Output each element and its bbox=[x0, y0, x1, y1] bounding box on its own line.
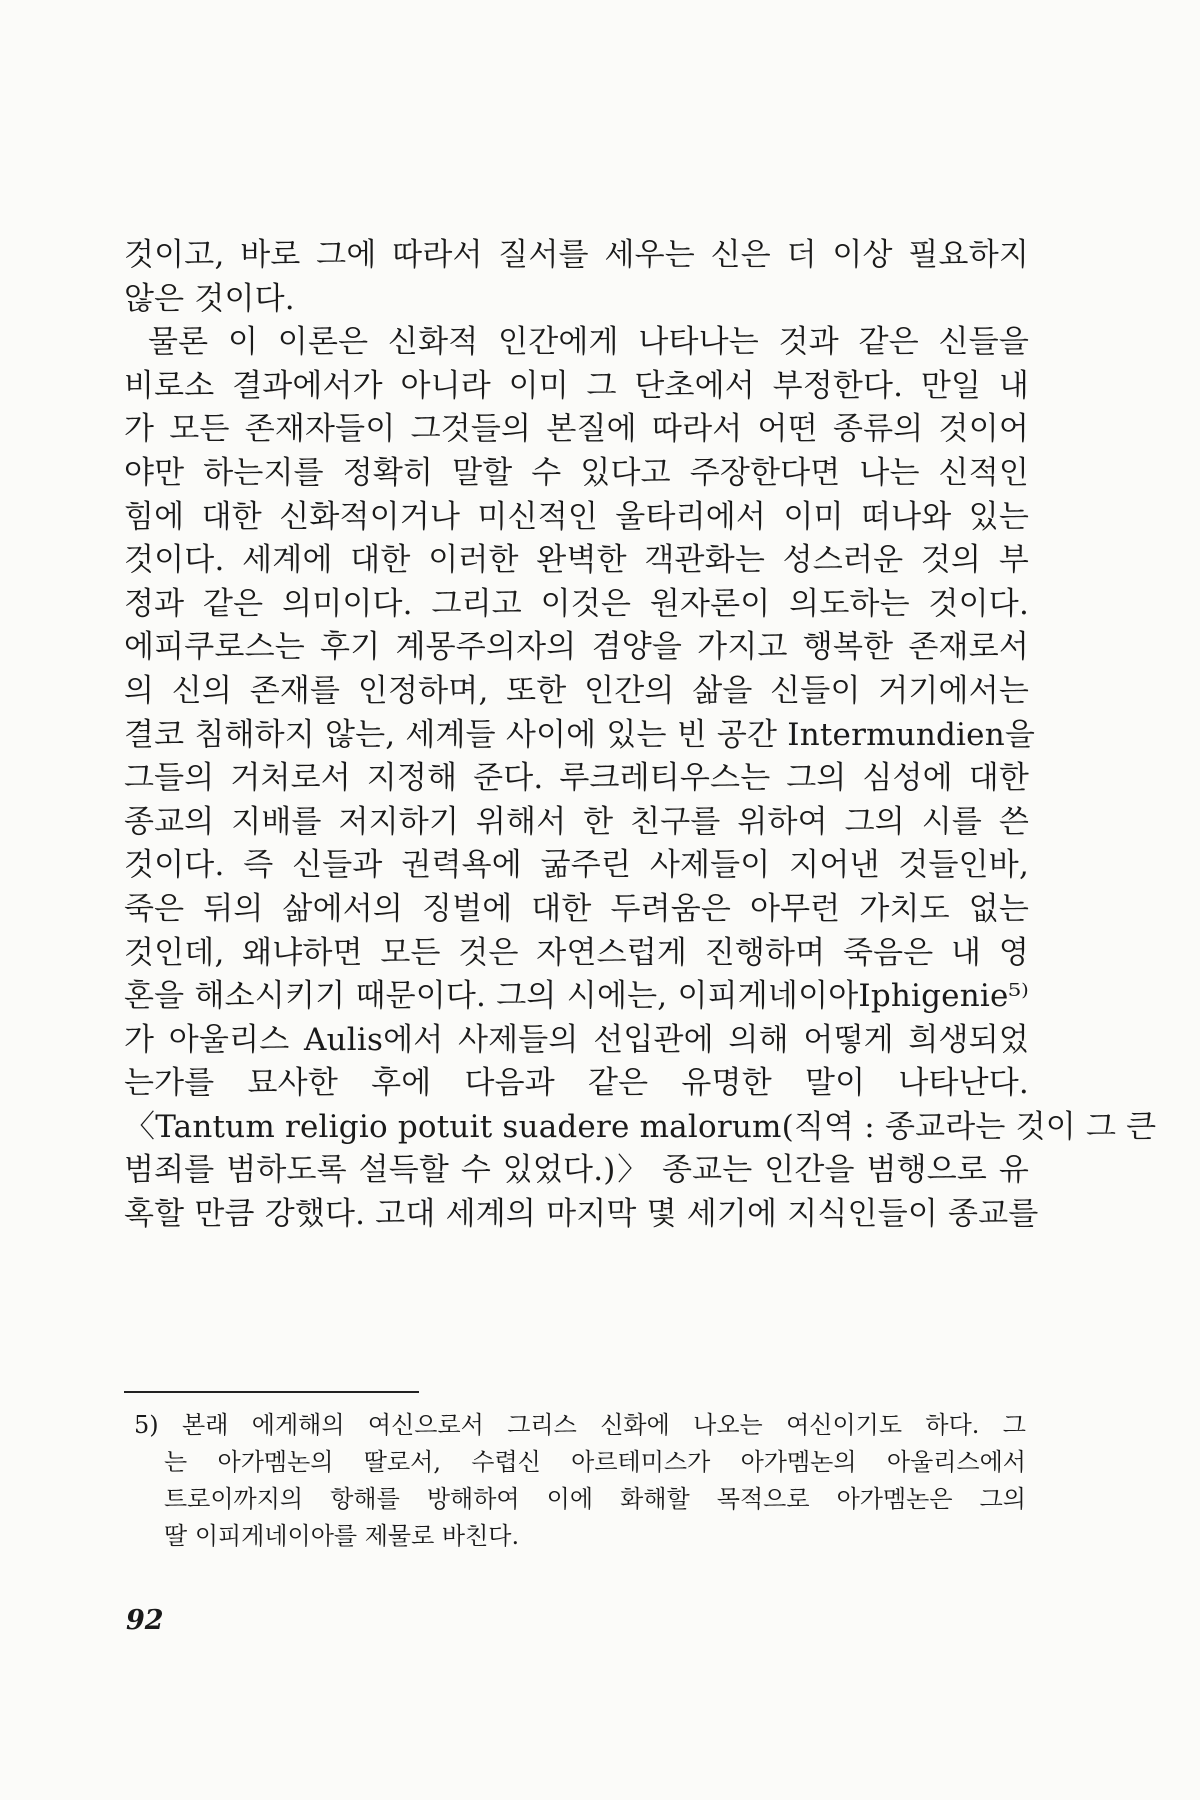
text-line: 혹할 만큼 강했다. 고대 세계의 마지막 몇 세기에 지식인들이 종교를 bbox=[124, 1196, 1039, 1233]
text-line: 비로소 결과에서가 아니라 이미 그 단초에서 부정한다. 만일 내 bbox=[124, 367, 1029, 404]
page-number: 92 bbox=[126, 1605, 164, 1636]
footnote-line: 는 아가멤논의 딸로서, 수렵신 아르테미스가 아가멤논의 아울리스에서 bbox=[164, 1448, 1026, 1476]
text-line: 정과 같은 의미이다. 그리고 이것은 원자론이 의도하는 것이다. bbox=[124, 585, 1029, 622]
text-line: 에피쿠로스는 후기 계몽주의자의 겸양을 가지고 행복한 존재로서 bbox=[124, 629, 1029, 666]
text-line: 그들의 거처로서 지정해 준다. 루크레티우스는 그의 심성에 대한 bbox=[124, 760, 1029, 797]
body-text bbox=[124, 234, 1157, 1237]
text-line: 것이다. 세계에 대한 이러한 완벽한 객관화는 성스러운 것의 부 bbox=[124, 542, 1029, 579]
text-line: 가 모든 존재자들이 그것들의 본질에 따라서 어떤 종류의 것이어 bbox=[124, 411, 1029, 448]
text-line: 것이고, 바로 그에 따라서 질서를 세우는 신은 더 이상 필요하지 bbox=[124, 237, 1029, 273]
text-line: 않은 것이다. bbox=[124, 280, 295, 317]
text-line: 혼을 해소시키기 때문이다. 그의 시에는, 이피게네이아Iphigenie⁵⁾ bbox=[124, 978, 1029, 1015]
footnote-line: 5) 본래 에게해의 여신으로서 그리스 신화에 나오는 여신이기도 하다. 그 bbox=[134, 1411, 1026, 1439]
text-line: 범죄를 범하도록 설득할 수 있었다.)〉 종교는 인간을 범행으로 유 bbox=[124, 1152, 1029, 1189]
text-line: 결코 침해하지 않는, 세계들 사이에 있는 빈 공간 Intermundien을 bbox=[124, 716, 1036, 753]
footnote-line: 트로이까지의 항해를 방해하여 이에 화해할 목적으로 아가멤논은 그의 bbox=[164, 1485, 1026, 1513]
text-line: 것이다. 즉 신들과 권력욕에 굶주린 사제들이 지어낸 것들인바, bbox=[124, 847, 1029, 884]
text-line: 〈Tantum religio potuit suadere malorum(직역 : 종교라는 것이 그 큰 bbox=[124, 1108, 1157, 1145]
footnote-line: 딸 이피게네이아를 제물로 바친다. bbox=[164, 1522, 520, 1550]
text-line: 의 신의 존재를 인정하며, 또한 인간의 삶을 신들이 거기에서는 bbox=[124, 672, 1029, 709]
text-line: 가 아울리스 Aulis에서 사제들의 선입관에 의해 어떻게 희생되었 bbox=[124, 1021, 1029, 1058]
text-line: 종교의 지배를 저지하기 위해서 한 친구를 위하여 그의 시를 쓴 bbox=[124, 803, 1029, 840]
footnote-divider bbox=[124, 1391, 419, 1393]
text-line: 죽은 뒤의 삶에서의 징벌에 대한 두려움은 아무런 가치도 없는 bbox=[124, 890, 1029, 927]
text-line: 는가를 묘사한 후에 다음과 같은 유명한 말이 나타난다. bbox=[124, 1065, 1029, 1102]
text-line: 것인데, 왜냐하면 모든 것은 자연스럽게 진행하며 죽음은 내 영 bbox=[124, 934, 1029, 971]
text-line: 야만 하는지를 정확히 말할 수 있다고 주장한다면 나는 신적인 bbox=[124, 454, 1029, 491]
text-line: 힘에 대한 신화적이거나 미신적인 울타리에서 이미 떠나와 있는 bbox=[124, 498, 1029, 535]
footnote bbox=[134, 1407, 1026, 1555]
text-line: 물론 이 이론은 신화적 인간에게 나타나는 것과 같은 신들을 bbox=[148, 324, 1029, 361]
